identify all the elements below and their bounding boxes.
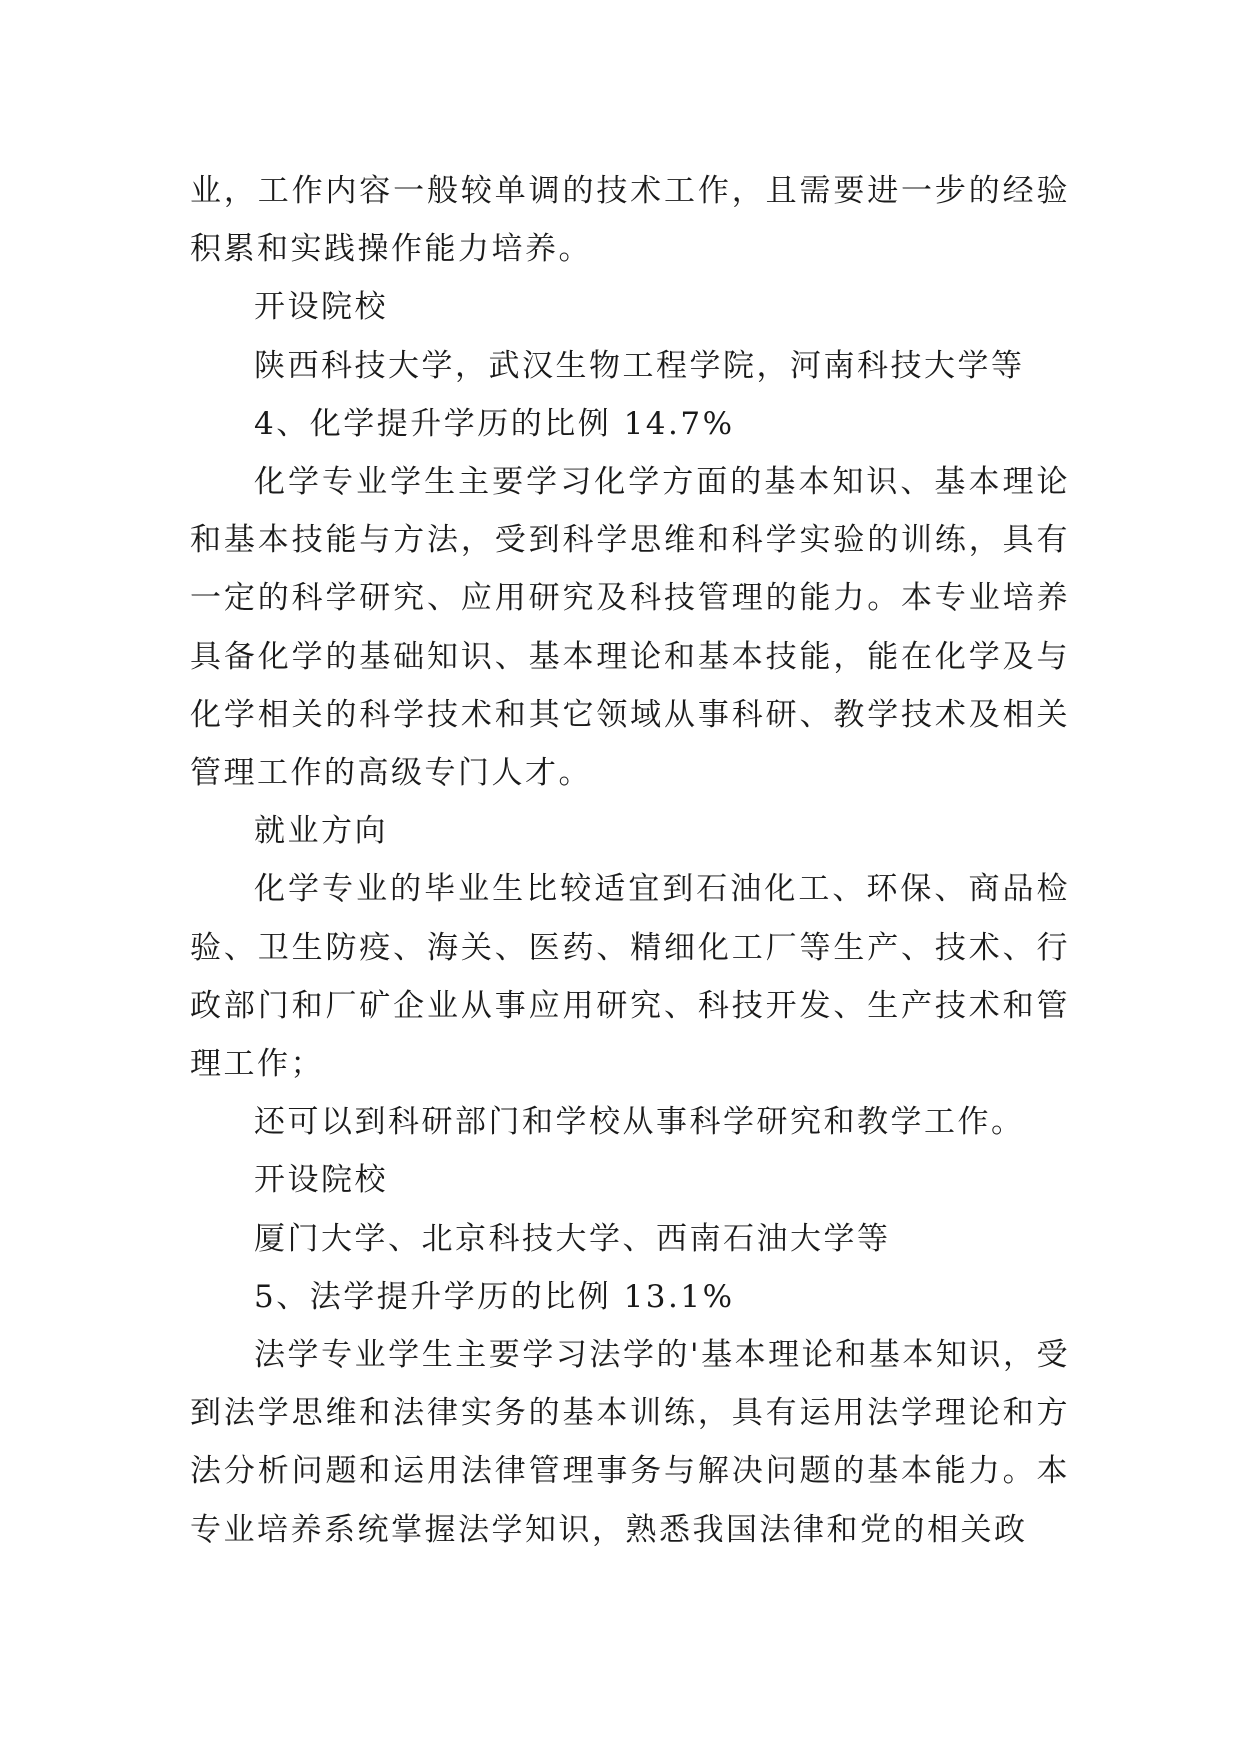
paragraph-research-option: 还可以到科研部门和学校从事科学研究和教学工作。 [254,1104,1025,1141]
document-body [190,162,1070,1559]
heading-employment: 就业方向 [254,813,388,850]
paragraph-employment-description: 化学专业的毕业生比较适宜到石油化工、环保、商品检验、卫生防疫、海关、医药、精细化工厂等生产、技术、行政部门和厂矿企业从事应用研究、科技开发、生产技术和管理工作； [190,871,1070,1083]
paragraph-schools-list: 厦门大学、北京科技大学、西南石油大学等 [254,1220,891,1257]
paragraph-schools-list: 陕西科技大学，武汉生物工程学院，河南科技大学等 [254,347,1025,384]
paragraph-chemistry-description: 化学专业学生主要学习化学方面的基本知识、基本理论和基本技能与方法，受到科学思维和科学实验的训练，具有一定的科学研究、应用研究及科技管理的能力。本专业培养具备化学的基础知识、基本理论和基本技能，能在化学及与化学相关的科学技术和其它领域从事科研、教学技术及相关管理工作的高级专门人才。 [190,464,1070,792]
paragraph-law-description: 法学专业学生主要学习法学的'基本理论和基本知识，受到法学思维和法律实务的基本训练，具有运用法学理论和方法分析问题和运用法律管理事务与解决问题的基本能力。本专业培养系统掌握法学知识，熟悉我国法律和党的相关政 [190,1337,1070,1548]
heading-schools: 开设院校 [254,289,388,326]
heading-schools: 开设院校 [254,1162,388,1199]
heading-law: 5、法学提升学历的比例 13.1% [254,1278,735,1315]
paragraph-continuation: 业，工作内容一般较单调的技术工作，且需要进一步的经验积累和实践操作能力培养。 [190,173,1070,268]
heading-chemistry: 4、化学提升学历的比例 14.7% [254,405,735,442]
